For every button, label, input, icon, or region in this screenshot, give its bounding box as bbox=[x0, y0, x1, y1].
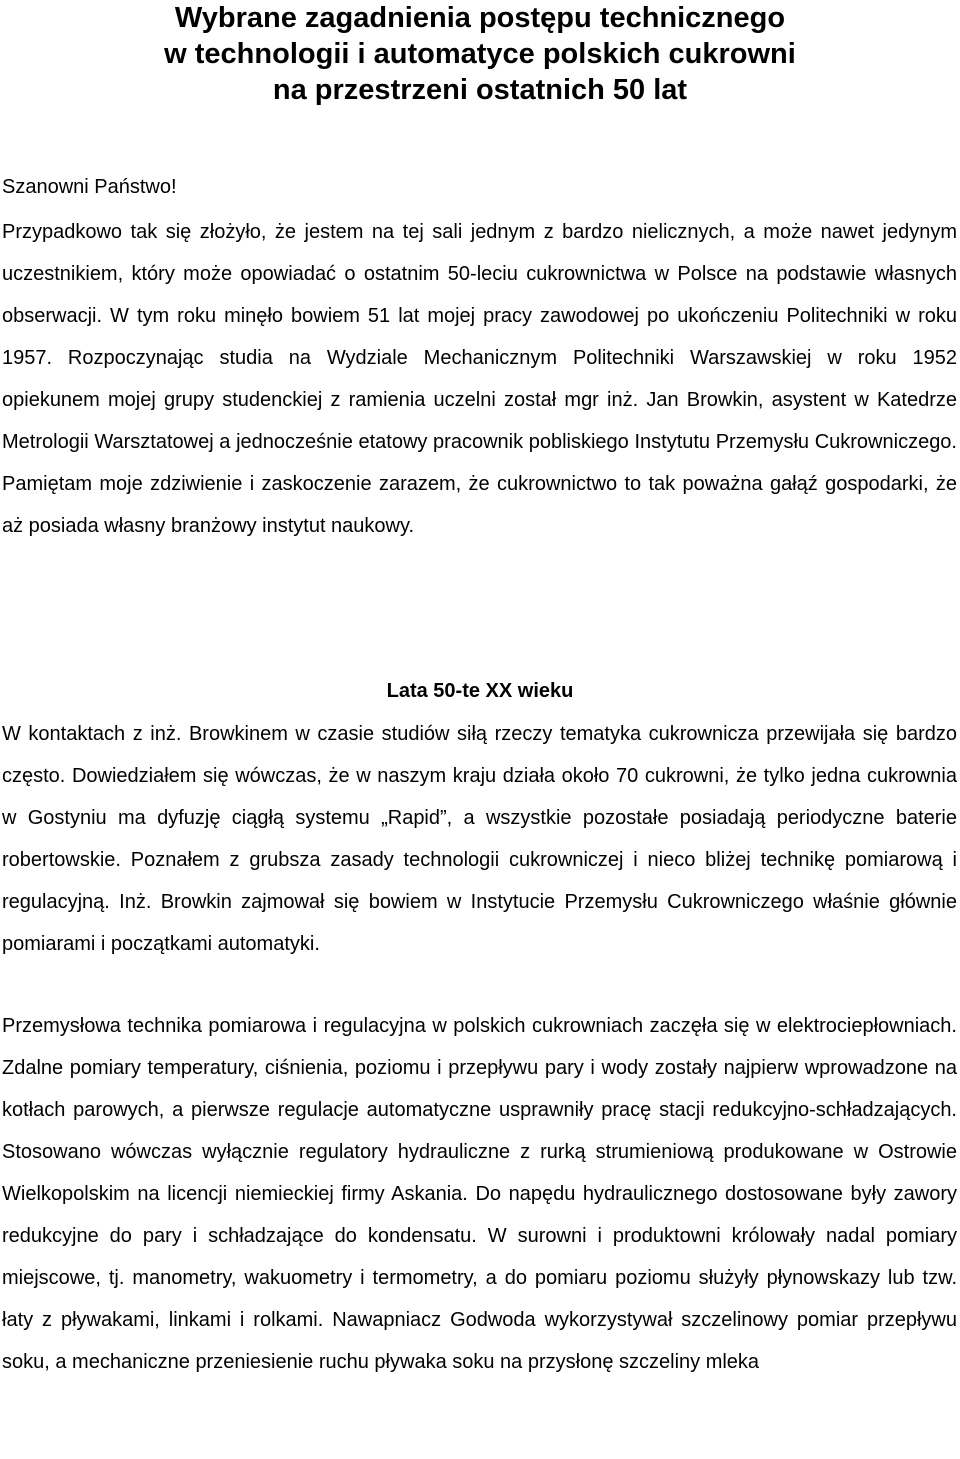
paragraph-measurement: Przemysłowa technika pomiarowa i regulacyjna w polskich cukrowniach zaczęła się w elektrociepłowniach. Zdalne pomiary temperatury, ciśnienia, poziomu i przepływu pary i wody zostały najpierw wprowadzone na kotłach parowych, a pierwsze regulacje automatyczne usprawniły pracę stacji redukcyjno-schładzających. Stosowano wówczas wyłącznie regulatory hydrauliczne z rurką strumieniową produkowane w Ostrowie Wielkopolskim na licencji niemieckiej firmy Askania. Do napędu hydraulicznego dostosowane były zawory redukcyjne do pary i schładzające do kondensatu. W surowni i produktowni królowały nadal pomiary miejscowe, tj. manometry, wakuometry i termometry, a do pomiaru poziomu służyły płynowskazy lub tzw. łaty z pływakami, linkami i rolkami. Nawapniacz Godwoda wykorzystywał szczelinowy pomiar przepływu soku, a mechaniczne przeniesienie ruchu pływaka soku na przysłonę szczeliny mleka bbox=[2, 1015, 957, 1373]
paragraph-studies: W kontaktach z inż. Browkinem w czasie studiów siłą rzeczy tematyka cukrownicza przewijała się bardzo często. Dowiedziałem się wówczas, że w naszym kraju działa około 70 cukrowni, że tylko jedna cukrownia w Gostyniu ma dyfuzję ciągłą systemu „Rapid”, a wszystkie pozostałe posiadają periodyczne baterie robertowskie. Poznałem z grubsza zasady technologii cukrowniczej i nieco bliżej technikę pomiarową i regulacyjną. Inż. Browkin zajmował się bowiem w Instytucie Przemysłu Cukrowniczego właśnie głównie pomiarami i początkami automatyki. bbox=[2, 723, 957, 955]
title-line-1: Wybrane zagadnienia postępu technicznego bbox=[174, 2, 786, 34]
document-title bbox=[0, 0, 960, 108]
title-line-3: na przestrzeni ostatnich 50 lat bbox=[272, 74, 688, 106]
greeting: Szanowni Państwo! bbox=[2, 176, 177, 198]
paragraph-intro: Przypadkowo tak się złożyło, że jestem na tej sali jednym z bardzo nielicznych, a może nawet jedynym uczestnikiem, który może opowiadać o ostatnim 50-leciu cukrownictwa w Polsce na podstawie własnych obserwacji. W tym roku minęło bowiem 51 lat mojej pracy zawodowej po ukończeniu Politechniki w roku 1957. Rozpoczynając studia na Wydziale Mechanicznym Politechniki Warszawskiej w roku 1952 opiekunem mojej grupy studenckiej z ramienia uczelni został mgr inż. Jan Browkin, asystent w Katedrze Metrologii Warsztatowej a jednocześnie etatowy pracownik pobliskiego Instytutu Przemysłu Cukrowniczego. Pamiętam moje zdziwienie i zaskoczenie zarazem, że cukrownictwo to tak poważna gałąź gospodarki, że aż posiada własny branżowy instytut naukowy. bbox=[2, 221, 957, 537]
section-heading: Lata 50-te XX wieku bbox=[386, 680, 574, 702]
title-line-2: w technologii i automatyce polskich cukrowni bbox=[164, 38, 796, 70]
